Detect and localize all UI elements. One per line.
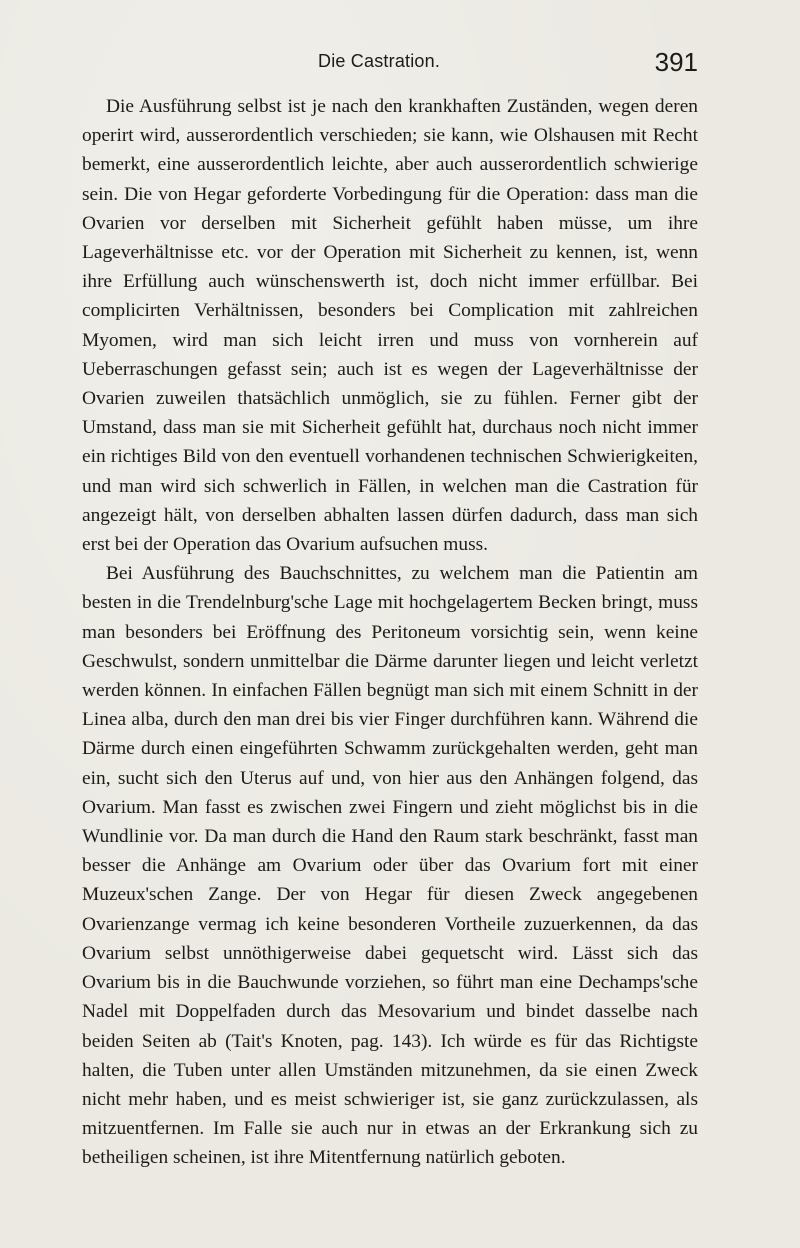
running-title: Die Castration.	[318, 51, 441, 71]
paragraph-execution: Die Ausführung selbst ist je nach den krankhaften Zuständen, wegen deren operirt wird, ausserordentlich verschieden; sie kann, wie Olshausen mit Recht bemerkt, eine ausserordentlich leichte, aber auch ausserordentlich schwierige sein. Die von Hegar geforderte Vorbedingung für die Operation: dass man die Ovarien vor derselben mit Sicherheit gefühlt haben müsse, um ihre Lageverhältnisse etc. vor der Operation mit Sicherheit zu kennen, ist, wenn ihre Erfüllung auch wünschenswerth ist, doch nicht immer erfüllbar. Bei complicirten Verhältnissen, besonders bei Complication mit zahlreichen Myomen, wird man sich leicht irren und muss von vornherein auf Ueberraschungen gefasst sein; auch ist es wegen der Lageverhältnisse der Ovarien zuweilen thatsächlich unmöglich, sie zu fühlen. Ferner gibt der Umstand, dass man sie mit Sicherheit gefühlt hat, durchaus noch nicht immer ein richtiges Bild von den eventuell vorhandenen technischen Schwierigkeiten, und man wird sich schwerlich in Fällen, in welchen man die Castration für angezeigt hält, von derselben abhalten lassen dürfen dadurch, dass man sich erst bei der Operation das Ovarium aufsuchen muss.	[82, 96, 698, 556]
body-text	[82, 92, 698, 1173]
running-head	[0, 47, 800, 83]
paragraph-abdominal-incision: Bei Ausführung des Bauchschnittes, zu welchem man die Patientin am besten in die Trendelnburg'sche Lage mit hochgelagertem Becken bringt, muss man besonders bei Eröffnung des Peritoneum vorsichtig sein, wenn keine Geschwulst, sondern unmittelbar die Därme darunter liegen und leicht verletzt werden können. In einfachen Fällen begnügt man sich mit einem Schnitt in der Linea alba, durch den man drei bis vier Finger durchführen kann. Während die Därme durch einen eingeführten Schwamm zurückgehalten werden, geht man ein, sucht sich den Uterus auf und, von hier aus den Anhängen folgend, das Ovarium. Man fasst es zwischen zwei Fingern und zieht möglichst bis in die Wundlinie vor. Da man durch die Hand den Raum stark beschränkt, fasst man besser die Anhänge am Ovarium oder über das Ovarium fort mit einer Muzeux'schen Zange. Der von Hegar für diesen Zweck angegebenen Ovarienzange vermag ich keine besonderen Vortheile zuzuerkennen, da das Ovarium selbst unnöthigerweise dabei gequetscht wird. Lässt sich das Ovarium bis in die Bauchwunde vorziehen, so führt man eine Dechamps'sche Nadel mit Doppelfaden durch das Mesovarium und bindet dasselbe nach beiden Seiten ab (Tait's Knoten, pag. 143). Ich würde es für das Richtigste halten, die Tuben unter allen Umständen mitzunehmen, da sie einen Zweck nicht mehr haben, und es meist schwieriger ist, sie ganz zurückzulassen, als mitzuentfernen. Im Falle sie auch nur in etwas an der Erkrankung sich zu betheiligen scheinen, ist ihre Mitentfernung natürlich geboten.	[82, 563, 698, 1169]
page-number: 391	[654, 47, 698, 77]
